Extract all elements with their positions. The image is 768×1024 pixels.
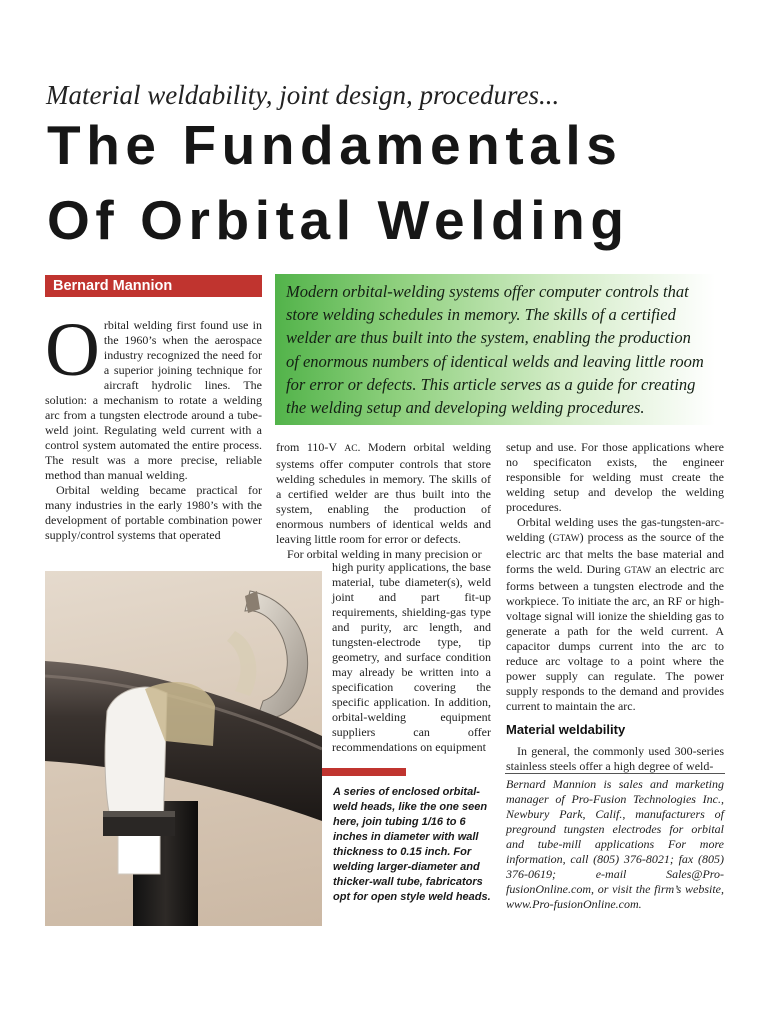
weld-head-photo (45, 571, 322, 926)
paragraph-4-continued: high purity applications, the base material, tube diameter(s), weld joint and part fit-up requirements, shielding-gas type and purity, arc length, and tungsten-electrode type, tip geometry, and surface condition may already be written into a specification covering the specific application. In addition, orbital-welding equipment suppliers can offer recommendations on equipment (332, 560, 491, 754)
paragraph-7: In general, the commonly used 300-series stainless steels offer a high degree of weld- (506, 744, 724, 773)
article-title-line-2: Of Orbital Welding (47, 189, 630, 251)
gtaw-abbreviation: GTAW (552, 534, 580, 544)
photo-caption: A series of enclosed orbital-weld heads, like the one seen here, join tubing 1/16 to 6 inches in diameter with wall thickness to 0.15 inch. For welding larger-diameter and thicker-wall tube, fabricators opt for open style weld heads. (333, 786, 491, 903)
author-byline: Bernard Mannion (45, 275, 262, 297)
gtaw-abbreviation-2: GTAW (624, 566, 652, 576)
author-bio: Bernard Mannion is sales and marketing manager of Pro-Fusion Technologies Inc., Newbury Park, Calif., manufacturers of preground tungsten electrodes for orbital and tube-mill applications For more information, call (805) 376-8021; fax (805) 376-0619; e-mail Sales@Pro-fusionOnline.com, or visit the firm’s website, www.Pro-fusionOnline.com. (506, 777, 724, 911)
drop-cap: O (45, 308, 100, 392)
body-column-1 (45, 308, 262, 543)
caption-rule (322, 768, 406, 776)
bio-rule (505, 773, 725, 774)
section-heading-material-weldability: Material weldability (506, 722, 626, 737)
weld-head-illustration (45, 571, 322, 926)
paragraph-3: from 110-V AC. Modern orbital welding systems offer computer controls that store welding schedules in memory. The skills of a certified welder are thus built into the system, enabling the production of enormous numbers of identical welds and leaving little room for error or defects. (276, 440, 491, 546)
paragraph-5: setup and use. For those applications where no specificaton exists, the engineer responsible for welding must create the welding setup and develop the welding procedures. (506, 440, 724, 514)
paragraph-1 (45, 308, 262, 483)
body-column-3 (506, 440, 724, 774)
article-title-line-1: The Fundamentals (47, 114, 623, 176)
paragraph-2: Orbital welding became practical for many industries in the early 1980’s with the development of portable combination power supply/control systems that operated (45, 483, 262, 542)
ac-abbreviation: AC (344, 444, 358, 454)
article-deck: Modern orbital-welding systems offer computer controls that store welding schedules in memory. The skills of a certified welder are thus built into the system, enabling the production of enormous numbers of identical welds and leaving little room for error or defects. This article serves as a guide for creating the welding setup and developing welding procedures. (275, 274, 715, 425)
paragraph-6: Orbital welding uses the gas-tungsten-arc-welding (GTAW) process as the source of the electric arc that melts the base material and forms the weld. During GTAW an electric arc forms between a tungsten electrode and the workpiece. To initiate the arc, an RF or high-voltage signal will ionize the shielding gas to generate a path for the weld current. A capacitor dumps current into the arc to reduce arc voltage to a point where the power supply can regulate. The power supply responds to the demand and provides current to maintain the arc. (506, 515, 724, 713)
paragraph-1-text: rbital welding first found use in the 1960’s when the aerospace industry recognized the need for a superior joining technique for aircraft hydrolic lines. The solution: a mechanism to rotate a welding arc from a tungsten electrode around a tube-weld joint. Regulating weld current with a control system automated the entire process. The result was a more precise, reliable method than manual welding. (45, 318, 262, 482)
body-column-2 (276, 440, 491, 562)
paragraph-4-lead: For orbital welding in many precision or (287, 547, 482, 561)
article-kicker: Material weldability, joint design, procedures... (46, 80, 560, 110)
